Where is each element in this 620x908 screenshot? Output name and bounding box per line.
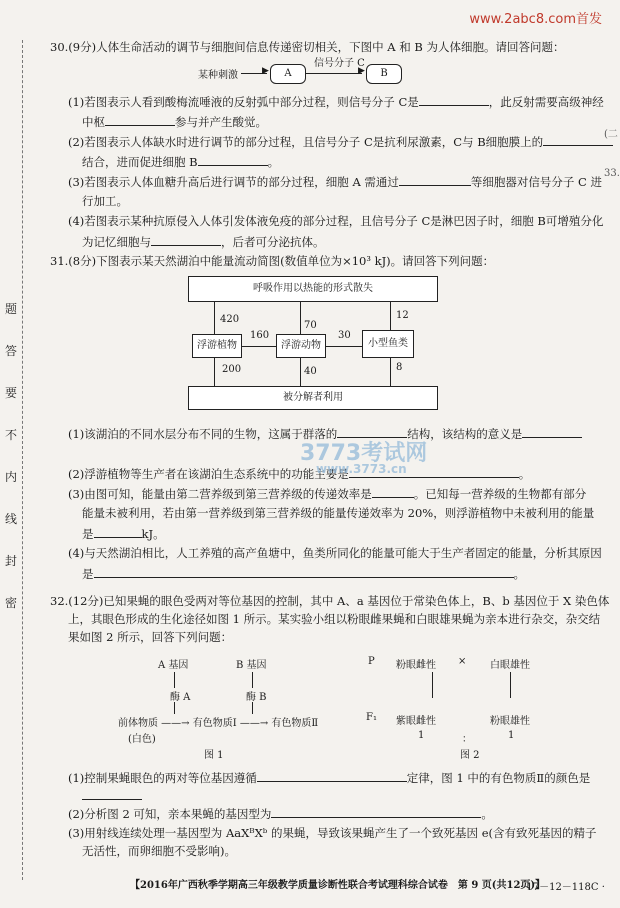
arrow: [300, 302, 301, 334]
consumer1-box: [276, 334, 326, 358]
text: 。: [518, 467, 531, 481]
margin-char: 题: [5, 302, 18, 316]
signal-label: 信号分子 C: [314, 58, 365, 69]
q32-3: (3)用射线连续处理一基因型为 AaXᴮXᵇ 的果蝇，导致该果蝇产生了一个致死基因 e(含有致死基因的精子: [68, 826, 597, 840]
text: 为记忆细胞与: [82, 235, 151, 249]
q30-1b: [82, 114, 267, 129]
answer-blank[interactable]: [105, 114, 175, 126]
side-mark: (二: [604, 129, 618, 140]
margin-char: 线: [5, 512, 18, 526]
q30-1: [68, 94, 604, 109]
q32-stem-1: 32.(12分)已知果蝇的眼色受两对等位基因的控制，其中 A、a 基因位于常染色体上，B、b 基因位于 X 染色体: [50, 594, 610, 608]
text: 结合，进而促进细胞 B: [82, 155, 198, 169]
decomposer-label: 被分解者利用: [283, 392, 343, 403]
value-420: 420: [220, 314, 240, 325]
parent-male: 白眼雄性: [490, 660, 530, 671]
footer-title: 【2016年广西秋季学期高三年级教学质量诊断性联合考试理科综合试卷 第 9 页(共12页)】: [130, 880, 546, 891]
cross-symbol: ×: [458, 656, 467, 667]
answer-blank[interactable]: [257, 770, 407, 782]
answer-blank[interactable]: [198, 154, 268, 166]
white-label: (白色): [128, 734, 156, 745]
text: (2)浮游植物等生产者在该湖泊生态系统中的功能主要是: [68, 467, 349, 481]
answer-blank[interactable]: [399, 174, 471, 186]
q30-stem: 30.(9分)人体生命活动的调节与细胞间信息传递密切相关，下图中 A 和 B 为人体细胞。请回答问题：: [50, 40, 565, 54]
arrow: [390, 358, 391, 386]
answer-blank[interactable]: [94, 566, 514, 578]
gene-a-label: A 基因: [158, 660, 189, 671]
f1-label: F₁: [366, 712, 377, 723]
arrow: [306, 73, 362, 74]
q30-3b: 行加工。: [82, 194, 128, 208]
text: 。: [267, 155, 280, 169]
text: 等细胞器对信号分子 C 进: [470, 175, 603, 189]
fig1-label: 图 1: [204, 750, 224, 761]
binding-line: [22, 40, 23, 880]
f1-female: 紫眼雌性: [396, 716, 436, 727]
q32-1b: [82, 788, 142, 803]
text: (1)控制果蝇眼色的两对等位基因遵循: [68, 771, 257, 785]
producer-label: 浮游植物: [197, 340, 237, 351]
q32-1: [68, 770, 590, 785]
text: (3)由图可知，能量由第二营养级到第三营养级的传递效率是: [68, 487, 372, 501]
text: 定律，图 1 中的有色物质Ⅱ的颜色是: [406, 771, 591, 785]
ratio-2: 1: [508, 730, 515, 741]
q32-2: [68, 806, 493, 821]
q32-stem-2: 上，其眼色形成的生化途径如图 1 所示。某实验小组以粉眼雌果蝇和白眼雄果蝇为亲本进行杂交，杂交结: [68, 612, 601, 626]
q32-3b: 无活性，而卵细胞不受影响)。: [82, 844, 236, 858]
arrow: [252, 672, 253, 688]
q30-4b: [82, 234, 325, 249]
text: kJ。: [141, 527, 165, 541]
arrow: [326, 346, 362, 347]
p-label: P: [368, 656, 375, 667]
text: (1)该湖泊的不同水层分布不同的生物，这属于群落的: [68, 427, 338, 441]
text: ，此反射需要高级神经: [488, 95, 604, 109]
decomposer-box: [188, 386, 438, 410]
answer-blank[interactable]: [419, 94, 489, 106]
text: (2)若图表示人体缺水时进行调节的部分过程，且信号分子 C是抗利尿激素，C与 B细胞膜上的: [68, 135, 544, 149]
value-8: 8: [396, 362, 403, 373]
text: 。已知每一营养级的生物都有部分: [413, 487, 587, 501]
margin-char: 封: [5, 554, 18, 568]
arrow: [390, 302, 391, 330]
respiration-box: [188, 276, 438, 302]
enzyme-b-label: 酶 B: [246, 692, 267, 703]
text: (1)若图表示人看到酸梅流唾液的反射弧中部分过程，则信号分子 C是: [68, 95, 419, 109]
consumer2-label: 小型鱼类: [368, 338, 408, 349]
cell-a: [270, 64, 306, 84]
enzyme-a-label: 酶 A: [170, 692, 191, 703]
stimulus-label: 某种刺激: [198, 70, 238, 81]
answer-blank[interactable]: [372, 486, 414, 498]
consumer2-box: [362, 330, 414, 358]
ratio-1: 1: [418, 730, 425, 741]
arrow: [174, 672, 175, 688]
q30-4: (4)若图表示某种抗原侵入人体引发体液免疫的部分过程，且信号分子 C是淋巴因子时，细胞 B可增殖分化: [68, 214, 604, 228]
text: 。: [513, 567, 525, 581]
q32-stem-3: 果如图 2 所示，回答下列问题：: [68, 630, 233, 644]
text: (2)分析图 2 可知，亲本果蝇的基因型为: [68, 807, 272, 821]
margin-char: 不: [5, 428, 18, 442]
value-160: 160: [250, 330, 270, 341]
site-logo-watermark: 3773考试网: [300, 441, 428, 466]
respiration-label: 呼吸作用以热能的形式散失: [253, 283, 373, 294]
answer-blank[interactable]: [151, 234, 221, 246]
arrow: [214, 358, 215, 386]
text: ，后者可分泌抗体。: [221, 235, 325, 249]
answer-blank[interactable]: [82, 788, 142, 800]
q31-3c: [82, 526, 165, 541]
footer-code: · 17－12－118C ·: [520, 882, 605, 893]
site-url-watermark: www.3773.cn: [316, 462, 407, 476]
answer-blank[interactable]: [543, 134, 613, 146]
answer-blank[interactable]: [94, 526, 142, 538]
text: 参与并产生酸觉。: [175, 115, 267, 129]
value-200: 200: [222, 364, 242, 375]
arrow-head: ▶: [262, 66, 269, 76]
arrow: [252, 702, 253, 714]
ratio-colon: ：: [462, 734, 472, 745]
text: (3)若图表示人体血糖升高后进行调节的部分过程，细胞 A 需通过: [68, 175, 399, 189]
q31-4: (4)与天然湖泊相比，人工养殖的高产鱼塘中，鱼类所同化的能量可能大于生产者固定的能量，分析其原因: [68, 546, 602, 560]
text: 中枢: [82, 115, 105, 129]
arrow: [432, 672, 433, 698]
margin-char: 密: [5, 596, 18, 610]
answer-blank[interactable]: [271, 806, 481, 818]
cell-b-label: B: [380, 68, 388, 79]
f1-male: 粉眼雄性: [490, 716, 530, 727]
text: 。: [481, 807, 493, 821]
q30-2: [68, 134, 613, 149]
text: 结构，该结构的意义是: [407, 427, 523, 441]
arrow: [510, 672, 511, 698]
side-mark: 33.: [604, 168, 620, 179]
q30-3: [68, 174, 602, 189]
gene-b-label: B 基因: [236, 660, 267, 671]
text: 是: [82, 567, 94, 581]
arrow: [242, 346, 276, 347]
value-30: 30: [338, 330, 351, 341]
q31-stem: 31.(8分)下图表示某天然湖泊中能量流动简图(数值单位为×10³ kJ)。请回答下列问题：: [50, 254, 495, 268]
arrow-head: ▶: [358, 66, 365, 76]
consumer1-label: 浮游动物: [281, 340, 321, 351]
text: 是: [82, 527, 94, 541]
margin-char: 要: [5, 386, 18, 400]
value-12: 12: [396, 310, 409, 321]
arrow: [300, 358, 301, 386]
arrow: [214, 302, 215, 334]
margin-char: 内: [5, 470, 18, 484]
parent-female: 粉眼雌性: [396, 660, 436, 671]
q31-2: [68, 466, 530, 481]
pathway: 前体物质 ——→ 有色物质Ⅰ ——→ 有色物质Ⅱ: [118, 718, 319, 729]
producer-box: [192, 334, 242, 358]
q31-4b: [82, 566, 525, 581]
site-watermark: www.2abc8.com首发: [469, 12, 602, 27]
value-70: 70: [304, 320, 317, 331]
arrow: [174, 702, 175, 714]
cell-b: [366, 64, 402, 84]
cell-a-label: A: [284, 68, 292, 79]
q31-3: [68, 486, 586, 501]
q31-3b: 能量未被利用，若由第一营养级到第三营养级的能量传递效率为 20%，则浮游植物中未被利用的能量: [82, 506, 595, 520]
value-40: 40: [304, 366, 317, 377]
fig2-label: 图 2: [460, 750, 480, 761]
margin-char: 答: [5, 344, 18, 358]
q30-2b: [82, 154, 279, 169]
answer-blank[interactable]: [522, 426, 582, 438]
